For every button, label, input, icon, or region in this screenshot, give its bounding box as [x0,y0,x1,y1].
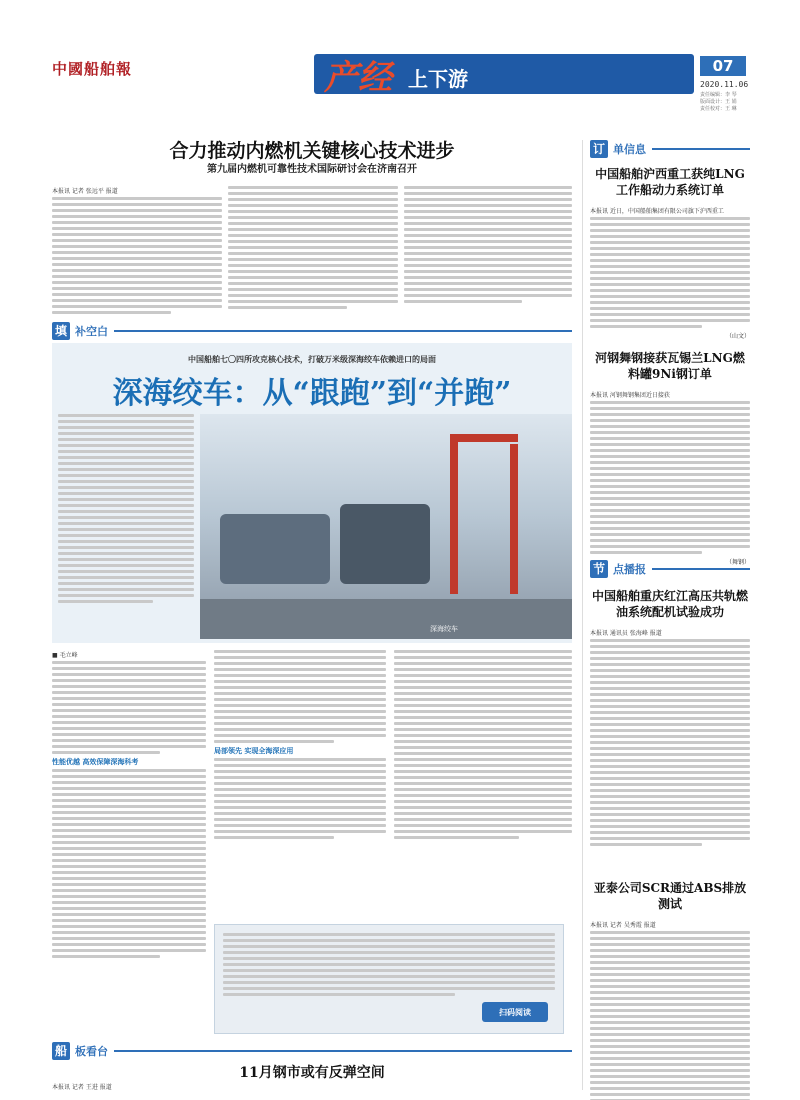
scan-to-read-badge[interactable]: 扫码阅读 [482,1002,548,1022]
photo-caption: 深海绞车 [430,625,458,633]
story-2-byline: 本报讯 河钢舞钢集团近日接获 [590,392,670,399]
story-3-headline: 中国船舶重庆红江高压共轨燃油系统配机试验成功 [591,589,748,619]
lead-column-1 [52,186,222,317]
story-2-source: （舞钢） [725,559,750,566]
feature-kicker: 中国船舶七〇四所攻克核心技术，打破万米级深海绞车依赖进口的局面 [188,354,436,364]
order-section-tag [590,140,750,158]
feature-column-1 [52,650,206,961]
channel-title: 产经 [324,58,392,98]
feature-byline: ■ 毛立峰 [52,652,78,659]
story-1-headline: 中国船舶沪西重工获纯LNG工作船动力系统订单 [595,167,745,197]
story-1 [590,166,750,340]
feature-tag-label: 补空白 [75,325,108,338]
story-4-byline: 本报讯 记者 吴秀霞 报道 [590,922,656,929]
feature-tag-key: 填 [52,322,70,340]
order-tag-label: 单信息 [613,143,646,156]
news-tag-label: 点播报 [613,563,646,576]
contact-info: 电话：010-59517969 传真：010-59517942 电子信箱：zszs@csr.cn.net [320,97,526,104]
feature-column-2 [214,650,386,842]
issue-date: 2020.11.06 [700,80,749,89]
steel-tag-label: 板看台 [75,1045,108,1058]
section-title: 上下游 [408,67,468,91]
feature-side-text [58,414,194,606]
steel-tag-key: 船 [52,1042,70,1060]
editor-credits: 责任编辑：李 琴 版面设计：王 娟 责任校对：王 琳 [700,92,737,112]
news-section-tag [590,560,750,578]
steel-byline: 本报讯 记者 王进 报道 [52,1084,112,1091]
news-tag-key: 节 [590,560,608,578]
lead-subheadline: 第九届内燃机可靠性技术国际研讨会在济南召开 [207,164,417,175]
story-1-byline: 本报讯 近日，中国船舶集团有限公司旗下沪西重工 [590,208,724,215]
winch-photo [200,414,572,639]
lead-column-2 [228,186,398,312]
steel-headline: 11月钢市或有反弹空间 [239,1065,385,1081]
lead-headline: 合力推动内燃机关键核心技术进步 [169,140,455,162]
steel-section-tag [52,1042,572,1060]
lead-byline: 本报讯 记者 张远平 报道 [52,188,118,195]
feature-headline: 深海绞车：从“跟跑”到“并跑” [112,376,512,411]
story-3 [590,588,750,849]
order-tag-key: 订 [590,140,608,158]
feature-section-tag [52,322,572,340]
story-1-source: （山文） [725,333,750,340]
column-divider [582,140,583,1090]
feature-column-3 [394,650,572,842]
lead-column-3 [404,186,572,306]
page-number: 07 [700,56,746,76]
story-4 [590,880,750,1100]
feature-subhead-1: 性能优越 高效保障深海科考 [52,757,139,766]
story-2 [590,350,750,566]
story-2-headline: 河钢舞钢接获瓦锡兰LNG燃料罐9Ni钢订单 [595,351,745,381]
story-4-headline: 亚泰公司SCR通过ABS排放测试 [593,881,747,911]
feature-subhead-2: 局部领先 实现全海深应用 [214,746,294,755]
story-3-byline: 本报讯 通讯员 张海峰 报道 [590,630,662,637]
newspaper-logo: 中國船舶報 [52,60,133,78]
